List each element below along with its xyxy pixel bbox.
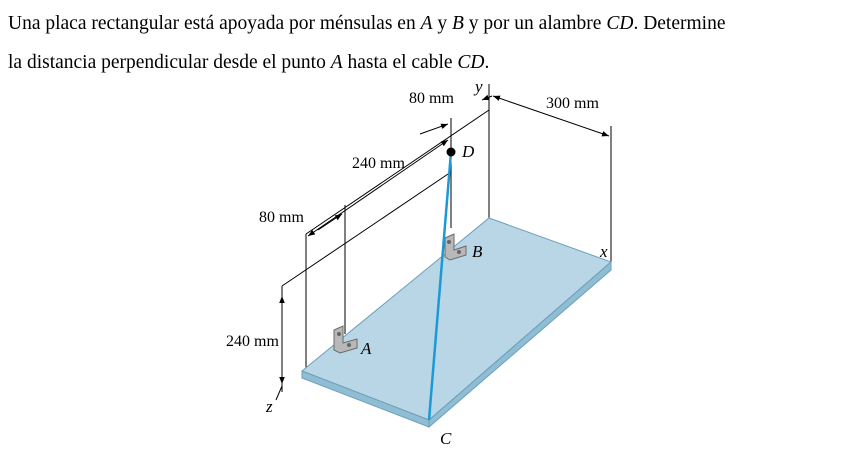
statement-segment: la distancia perpendicular desde el punto xyxy=(8,52,331,73)
statement-segment: A xyxy=(420,13,433,34)
dim-80-top-arrow xyxy=(420,124,448,134)
statement-segment: B xyxy=(452,13,464,34)
axis-label-x: x xyxy=(600,242,608,261)
statement-segment: CD xyxy=(457,52,485,73)
point-D-dot xyxy=(447,148,456,157)
dim-80-left-arrow xyxy=(318,214,342,230)
dim-label-80-top: 80 mm xyxy=(409,90,454,107)
statement-segment: A xyxy=(330,52,343,73)
axis-label-z: z xyxy=(266,397,273,416)
point-label-A: A xyxy=(361,339,372,358)
point-label-C: C xyxy=(440,429,452,448)
statement-segment: CD xyxy=(606,13,634,34)
dim-label-300: 300 mm xyxy=(546,95,599,112)
point-label-D: D xyxy=(462,142,475,161)
dim-label-240-vert: 240 mm xyxy=(226,333,279,350)
point-label-B: B xyxy=(472,242,483,261)
statement-segment: y por un alambre xyxy=(463,13,607,34)
z-axis-line xyxy=(276,386,282,400)
statement-segment: hasta el cable xyxy=(342,52,458,73)
dim-80-top-arrow-2 xyxy=(482,96,492,100)
dim-label-80-left: 80 mm xyxy=(259,209,304,226)
dim-label-240-mid: 240 mm xyxy=(352,155,405,172)
statement-segment: y xyxy=(432,13,452,34)
statement-segment: . xyxy=(484,52,490,73)
statement-segment: . Determine xyxy=(633,13,726,34)
statement-segment: Una placa rectangular está apoyada por ménsulas en xyxy=(8,13,421,34)
axis-label-y: y xyxy=(475,77,483,96)
